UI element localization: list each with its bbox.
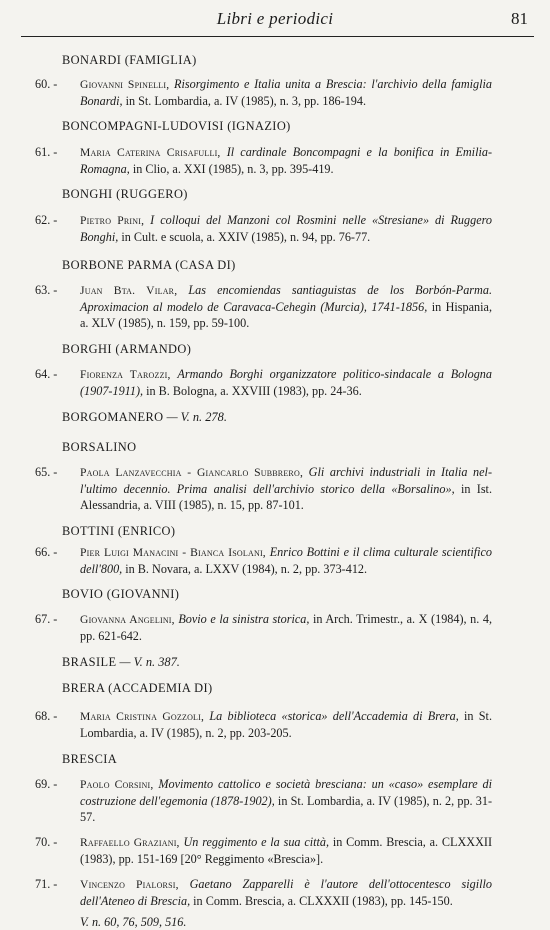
cross-reference: — V. n. 278.	[163, 410, 227, 424]
entry-number: 68. -	[35, 709, 58, 723]
entry-title: Movimento cattolico e società bresciana: un «caso» esemplare di costruzione dell'egemonia (1878-1902),	[80, 777, 493, 808]
heading-text: BONCOMPAGNI-LUDOVISI (IGNAZIO)	[62, 119, 291, 133]
entry-citation: in St. Lombardia, a. IV (1985), n. 2, pp. 203-205.	[80, 709, 492, 740]
entry-author: Juan Bta. Vilar,	[80, 284, 178, 297]
entry-number: 65. -	[35, 465, 58, 479]
bibliography-entry	[0, 366, 550, 399]
section-heading	[62, 523, 550, 539]
entry-author: Paolo Corsini,	[80, 778, 154, 791]
section-heading	[62, 341, 550, 357]
entry-author: Giovanni Spinelli,	[80, 78, 170, 91]
entry-citation: in St. Lombardia, a. IV (1985), n. 3, pp. 186-194.	[122, 94, 367, 108]
bibliography-entry	[0, 212, 550, 245]
entry-citation: in St. Lombardia, a. IV (1985), n. 2, pp. 31-57.	[80, 794, 492, 824]
running-title: Libri e periodici	[216, 9, 334, 28]
entry-author: Pietro Prini,	[80, 214, 145, 227]
entry-author: Maria Caterina Crisafulli,	[80, 146, 221, 159]
section-heading	[62, 186, 550, 202]
entry-number: 61. -	[35, 145, 58, 159]
heading-text: BORBONE PARMA (CASA DI)	[62, 258, 236, 272]
entry-citation: in Comm. Brescia, a. CLXXXII (1983), pp. 145-150.	[190, 894, 453, 908]
entry-title: Gli archivi industriali in Italia nel-l'ultimo decennio. Prima analisi dell'archivio storico della «Borsalino»,	[80, 465, 492, 496]
entry-author: Pier Luigi Manacini - Bianca Isolani,	[80, 546, 266, 559]
entry-number: 67. -	[35, 612, 58, 626]
entry-author: Vincenzo Pialorsi,	[80, 878, 179, 891]
entry-title: La biblioteca «storica» dell'Accademia di Brera,	[209, 709, 459, 723]
entry-author: Fiorenza Tarozzi,	[80, 368, 171, 381]
entry-author: Maria Cristina Gozzoli,	[80, 710, 205, 723]
bibliography-entry	[0, 834, 550, 867]
entry-title: Bovio e la sinistra storica,	[178, 612, 310, 626]
entry-citation: in Comm. Brescia, a. CLXXXII (1983), pp. 151-169 [20° Reggimento «Brescia»].	[80, 835, 493, 866]
bibliography-entry	[0, 544, 550, 577]
entry-citation: in B. Novara, a. LXXV (1984), n. 2, pp. 373-412.	[122, 562, 368, 576]
bibliography-entry	[0, 144, 550, 177]
section-heading	[62, 654, 550, 670]
heading-text: BOVIO (GIOVANNI)	[62, 587, 180, 601]
entry-author: Raffaello Graziani,	[80, 836, 180, 849]
heading-text: BONGHI (RUGGERO)	[62, 187, 188, 201]
entry-citation: in Hispania, a. XLV (1985), n. 159, pp. 59-100.	[80, 300, 492, 330]
page-number: 81	[511, 9, 528, 28]
entry-author: Paola Lanzavecchia - Giancarlo Subbrero,	[80, 466, 304, 479]
section-heading	[62, 586, 550, 602]
section-heading	[62, 118, 550, 134]
bibliography-entry	[0, 708, 550, 741]
bibliography-entry	[0, 282, 550, 331]
heading-text: BONARDI (FAMIGLIA)	[62, 53, 197, 67]
section-heading	[62, 52, 550, 68]
heading-text: BORGHI (ARMANDO)	[62, 342, 192, 356]
entry-citation: in Clio, a. XXI (1985), n. 3, pp. 395-419.	[129, 162, 334, 176]
heading-text: BRESCIA	[62, 752, 118, 766]
heading-text: BOTTINI (ENRICO)	[62, 524, 176, 538]
bibliography-entry	[0, 876, 550, 909]
see-also-note: V. n. 60, 76, 509, 516.	[80, 915, 187, 929]
heading-text: BRERA (ACCADEMIA DI)	[62, 681, 213, 695]
entry-number: 60. -	[35, 77, 58, 91]
entry-title: Enrico Bottini e il clima culturale scientifico dell'800,	[80, 545, 492, 576]
heading-text: BORGOMANERO	[62, 410, 164, 424]
entry-number: 63. -	[35, 283, 58, 297]
cross-reference: — V. n. 387.	[116, 655, 180, 669]
entry-citation: in Arch. Trimestr., a. X (1984), n. 4, pp. 621-642.	[80, 612, 493, 643]
section-heading	[62, 439, 550, 455]
heading-text: BRASILE	[62, 655, 117, 669]
header-rule	[21, 36, 534, 37]
entry-title: Il cardinale Boncompagni e la bonifica in Emilia-Romagna,	[80, 145, 492, 176]
entry-title: Un reggimento e la sua città,	[183, 835, 330, 849]
section-heading	[62, 751, 550, 767]
entry-number: 71. -	[35, 877, 58, 891]
bibliography-entry	[0, 776, 550, 825]
page-header	[0, 0, 550, 36]
entry-number: 64. -	[35, 367, 58, 381]
heading-text: BORSALINO	[62, 440, 137, 454]
section-heading	[62, 409, 550, 425]
entry-number: 66. -	[35, 545, 58, 559]
entry-title: Las encomiendas santiaguistas de los Borbón-Parma. Aproximacion al modelo de Caravaca-Cehegin (Murcia), 1741-1856,	[80, 283, 492, 314]
bibliography-entry	[0, 76, 550, 109]
entry-citation: in Cult. e scuola, a. XXIV (1985), n. 94, pp. 76-77.	[118, 230, 371, 244]
entry-title: Risorgimento e Italia unita a Brescia: l'archivio della famiglia Bonardi,	[80, 77, 492, 108]
entry-number: 62. -	[35, 213, 58, 227]
entry-number: 70. -	[35, 835, 58, 849]
section-heading	[62, 257, 550, 273]
bibliography-entry	[0, 464, 550, 513]
entry-title: Armando Borghi organizzatore politico-sindacale a Bologna (1907-1911),	[80, 367, 492, 398]
section-heading	[62, 680, 550, 696]
entry-citation: in Ist. Alessandria, a. VIII (1985), n. 15, pp. 87-101.	[80, 482, 492, 512]
entry-author: Giovanna Angelini,	[80, 613, 175, 626]
entry-title: Gaetano Zapparelli è l'autore dell'ottocentesco sigillo dell'Ateneo di Brescia,	[80, 877, 492, 908]
entry-title: I colloqui del Manzoni col Rosmini nelle «Stresiane» di Ruggero Bonghi,	[80, 213, 492, 244]
entry-citation: in B. Bologna, a. XXVIII (1983), pp. 24-36.	[143, 384, 362, 398]
entry-number: 69. -	[35, 777, 58, 791]
bibliography-entry	[0, 611, 550, 644]
bibliography-list	[0, 44, 550, 930]
